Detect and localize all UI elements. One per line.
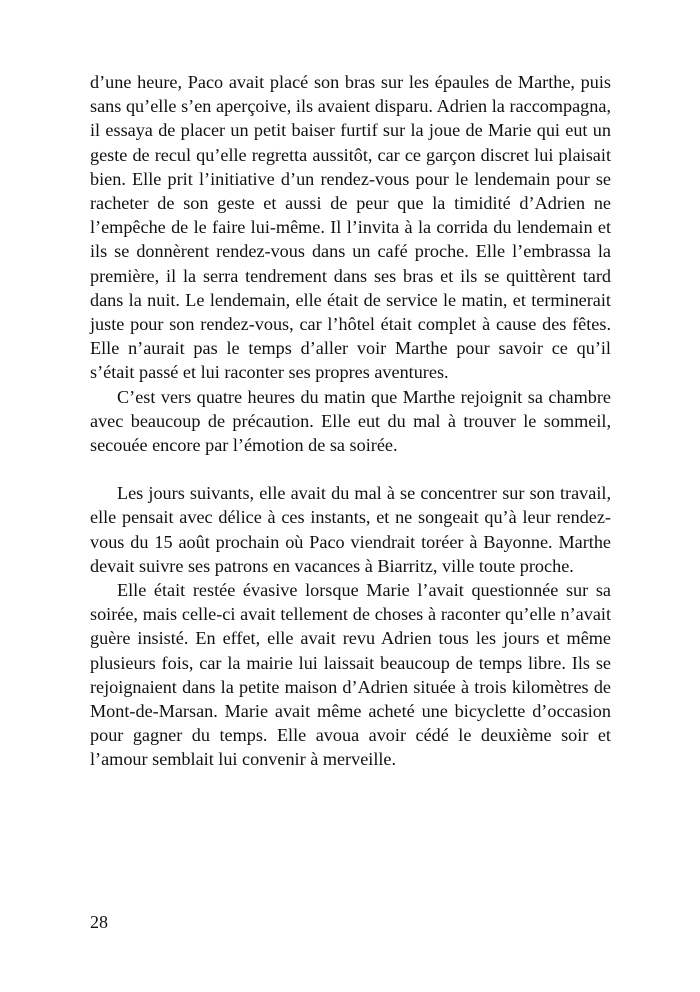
body-text — [90, 70, 611, 772]
paragraph-2: C’est vers quatre heures du matin que Marthe rejoignit sa chambre avec beaucoup de précaution. Elle eut du mal à trouver le sommeil, secouée encore par l’émotion de sa soirée. — [90, 386, 611, 456]
paragraph-1: d’une heure, Paco avait placé son bras sur les épaules de Marthe, puis sans qu’elle s’en aperçoive, ils avaient disparu. Adrien la raccompagna, il essaya de placer un petit baiser furtif sur la joue de Marie qui eut un geste de recul qu’elle regretta aussitôt, car ce garçon discret lui plaisait bien. Elle prit l’initiative d’un rendez-vous pour le lendemain pour se racheter de son geste et aussi de peur que la timidité d’Adrien ne l’empêche de le faire lui-même. Il l’invita à la corrida du lendemain et ils se donnèrent rendez-vous dans un café proche. Elle l’embrassa la première, il la serra tendrement dans ses bras et ils se quittèrent tard dans la nuit. Le lendemain, elle était de service le matin, et terminerait juste pour son rendez-vous, car l’hôtel était complet à cause des fêtes. Elle n’aurait pas le temps d’aller voir Marthe pour savoir ce qu’il s’était passé et lui raconter ses propres aventures. — [90, 72, 611, 383]
page-number: 28 — [90, 912, 108, 932]
paragraph-3: Les jours suivants, elle avait du mal à se concentrer sur son travail, elle pensait avec délice à ces instants, et ne songeait qu’à leur rendez-vous du 15 août prochain où Paco viendrait toréer à Bayonne. Marthe devait suivre ses patrons en vacances à Biarritz, ville toute proche. — [90, 483, 611, 576]
section-break — [90, 457, 611, 481]
paragraph-4: Elle était restée évasive lorsque Marie l’avait questionnée sur sa soirée, mais celle-ci avait tellement de choses à raconter qu’elle n’avait guère insisté. En effet, elle avait revu Adrien tous les jours et même plusieurs fois, car la mairie lui laissait beaucoup de temps libre. Ils se rejoignaient dans la petite maison d’Adrien située à trois kilomètres de Mont-de-Marsan. Marie avait même acheté une bicyclette d’occasion pour gagner du temps. Elle avoua avoir cédé le deuxième soir et l’amour semblait lui convenir à merveille. — [90, 580, 611, 770]
